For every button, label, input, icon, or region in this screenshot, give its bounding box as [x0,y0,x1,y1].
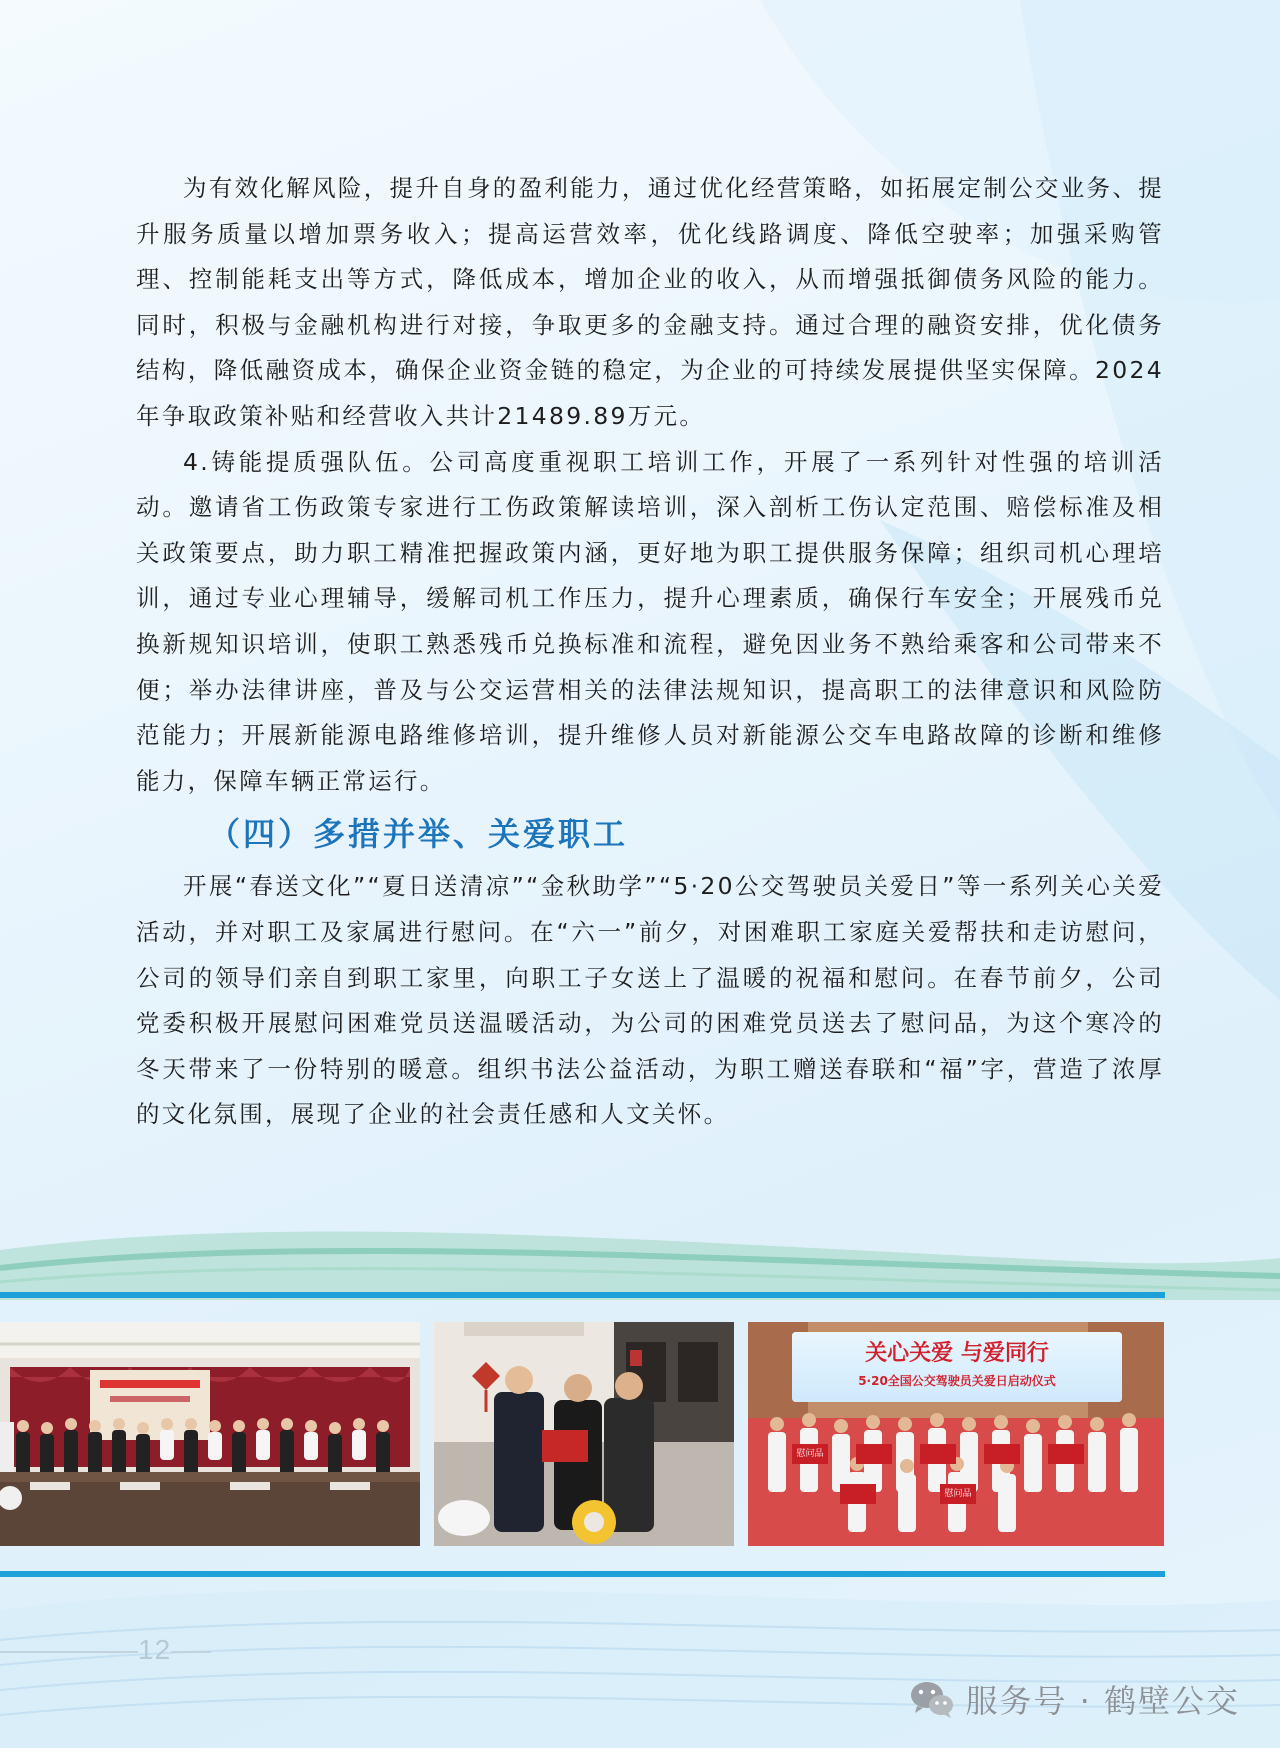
gift-sign-text: 慰问品 [796,1449,824,1459]
photo-care-day-ceremony [748,1322,1164,1546]
paragraph-staff-training: 4.铸能提质强队伍。公司高度重视职工培训工作，开展了一系列针对性强的培训活动。邀请省工伤政策专家进行工伤政策解读培训，深入剖析工伤认定范围、赔偿标准及相关政策要点，助力职工精准把握政策内涵，更好地为职工提供服务保障；组织司机心理培训，通过专业心理辅导，缓解司机工作压力，提升心理素质，确保行车安全；开展残币兑换新规知识培训，使职工熟悉残币兑换标准和流程，避免因业务不熟给乘客和公司带来不便；举办法律讲座，普及与公交运营相关的法律法规知识，提高职工的法律意识和风险防范能力；开展新能源电路维修培训，提升维修人员对新能源公交车电路故障的诊断和维修能力，保障车辆正常运行。 [136,447,1164,795]
article-body [136,166,1164,1138]
section-heading-employee-care: （四）多措并举、关爱职工 [208,815,629,854]
page-number-value: 12 [138,1634,172,1665]
page-number [0,1634,211,1666]
page-number-rule-right [171,1651,211,1653]
photo-home-visit [434,1322,734,1546]
paragraph-risk-mitigation: 为有效化解风险，提升自身的盈利能力，通过优化经营策略，如拓展定制公交业务、提升服务质量以增加票务收入；提高运营效率，优化线路调度、降低空驶率；加强采购管理、控制能耗支出等方式，降低成本，增加企业的收入，从而增强抵御债务风险的能力。同时，积极与金融机构进行对接，争取更多的金融支持。通过合理的融资安排，优化债务结构，降低融资成本，确保企业资金链的稳定，为企业的可持续发展提供坚实保障。2024年争取政策补贴和经营收入共计21489.89万元。 [136,174,1164,430]
gift-sign-text: 慰问品 [944,1489,972,1499]
photo-band-bottom-rule [0,1571,1165,1577]
photo-band-top-rule [0,1292,1165,1298]
watermark-text: 服务号 · 鹤壁公交 [965,1682,1240,1720]
photo-meeting-room [0,1322,420,1546]
page-number-rule-left [0,1651,138,1653]
paragraph-care-activities: 开展“春送文化”“夏日送清凉”“金秋助学”“5·20公交驾驶员关爱日”等一系列关心关爱活动，并对职工及家属进行慰问。在“六一”前夕，对困难职工家庭关爱帮扶和走访慰问，公司的领导们亲自到职工家里，向职工子女送上了温暖的祝福和慰问。在春节前夕，公司党委积极开展慰问困难党员送温暖活动，为公司的困难党员送去了慰问品，为这个寒冷的冬天带来了一份特别的暖意。组织书法公益活动，为职工赠送春联和“福”字，营造了浓厚的文化氛围，展现了企业的社会责任感和人文关怀。 [136,872,1164,1129]
banner-subtitle: 5·20全国公交驾驶员关爱日启动仪式 [858,1374,1056,1388]
wechat-account-watermark [909,1676,1240,1722]
banner-title: 关心关爱 与爱同行 [865,1341,1049,1366]
wechat-icon [909,1679,955,1719]
